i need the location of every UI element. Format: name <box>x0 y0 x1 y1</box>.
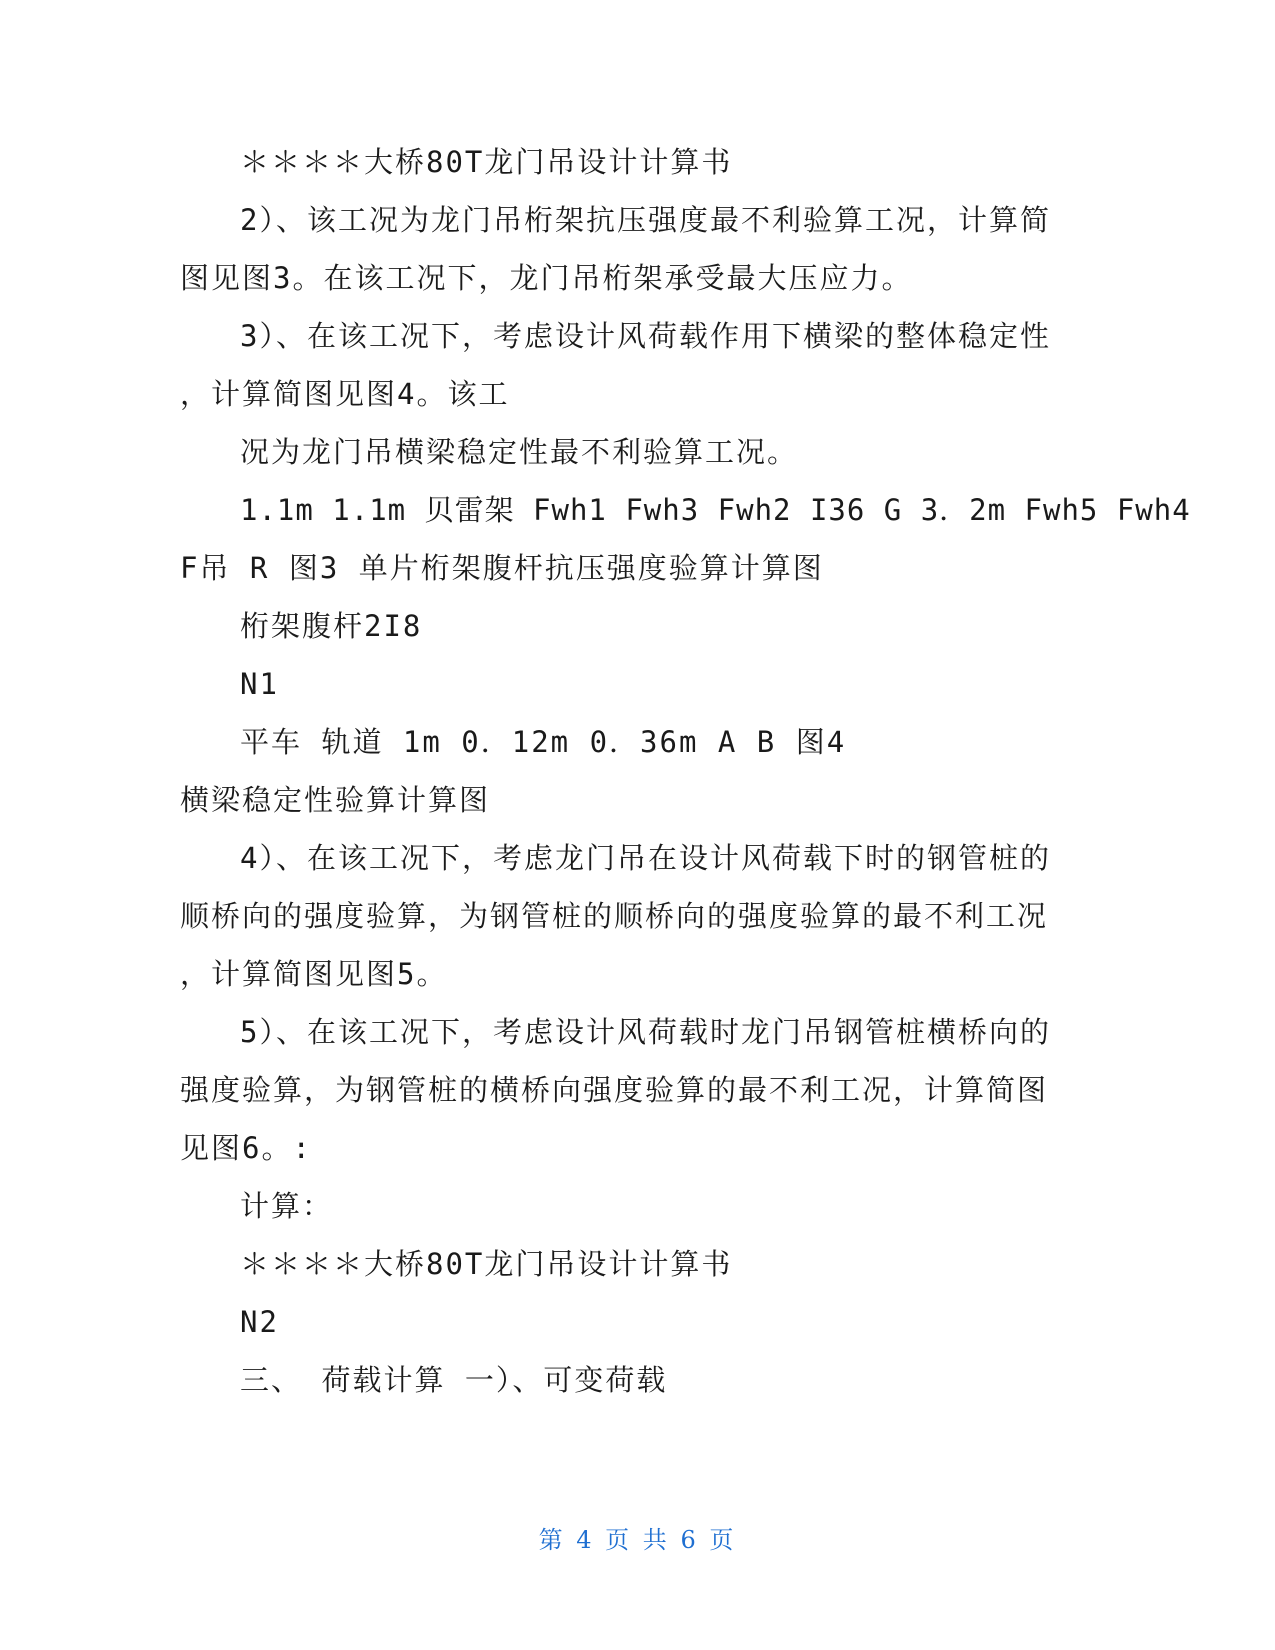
paragraph-line: 3）、在该工况下，考虑设计风荷载作用下横梁的整体稳定性 <box>240 319 1051 353</box>
paragraph-line: 顺桥向的强度验算，为钢管桩的顺桥向的强度验算的最不利工况 <box>180 899 1049 933</box>
paragraph-line: 4）、在该工况下，考虑龙门吊在设计风荷载下时的钢管桩的 <box>240 841 1051 875</box>
figure-caption: 横梁稳定性验算计算图 <box>180 783 491 817</box>
diagram-label-line: 平车 轨道 1m 0．12m 0．36m A B 图4 <box>240 725 847 759</box>
document-title: ＊＊＊＊大桥80T龙门吊设计计算书 <box>240 1247 733 1281</box>
paragraph-line: ，计算简图见图5。 <box>180 957 448 991</box>
figure-caption: F吊 R 图3 单片桁架腹杆抗压强度验算计算图 <box>180 551 824 585</box>
page-number-footer: 第 4 页 共 6 页 <box>538 1526 737 1554</box>
paragraph-line: 图见图3。在该工况下，龙门吊桁架承受最大压应力。 <box>180 261 913 295</box>
diagram-label-line: 桁架腹杆2I8 <box>240 609 423 643</box>
paragraph-line: 强度验算，为钢管桩的横桥向强度验算的最不利工况，计算简图 <box>180 1073 1049 1107</box>
paragraph-line: 5）、在该工况下，考虑设计风荷载时龙门吊钢管桩横桥向的 <box>240 1015 1051 1049</box>
section-heading: 三、 荷载计算 一）、可变荷载 <box>240 1363 668 1397</box>
paragraph-line: 见图6。: <box>180 1131 312 1165</box>
diagram-label-line: N2 <box>240 1305 279 1339</box>
paragraph-line: 计算： <box>240 1189 334 1223</box>
diagram-label-line: 1.1m 1.1m 贝雷架 Fwh1 Fwh3 Fwh2 I36 G 3．2m Fwh5 Fwh4 <box>240 493 1191 527</box>
diagram-label-line: N1 <box>240 667 279 701</box>
paragraph-line: 2）、该工况为龙门吊桁架抗压强度最不利验算工况，计算简 <box>240 203 1051 237</box>
paragraph-line: 况为龙门吊横梁稳定性最不利验算工况。 <box>240 435 799 469</box>
paragraph-line: ，计算简图见图4。该工 <box>180 377 510 411</box>
document-title: ＊＊＊＊大桥80T龙门吊设计计算书 <box>240 145 733 179</box>
